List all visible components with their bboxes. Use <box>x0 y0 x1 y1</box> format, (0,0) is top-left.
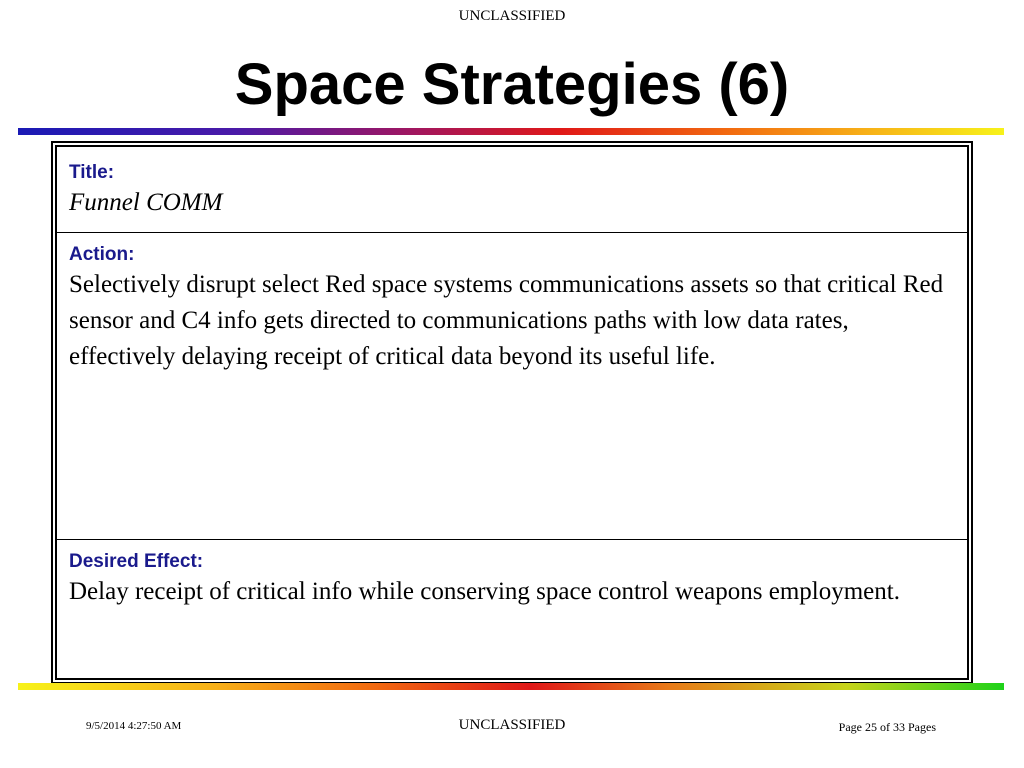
desired-effect-cell <box>57 540 967 678</box>
strategy-table <box>51 141 973 684</box>
action-value: Selectively disrupt select Red space systems communications assets so that critical Red sensor and C4 info gets directed to communications paths with low data rates, effectively delaying receipt of critical data beyond its useful life. <box>69 271 944 370</box>
action-label: Action: <box>69 244 135 265</box>
title-value: Funnel COMM <box>69 189 223 216</box>
gradient-divider-top <box>18 128 1004 135</box>
title-cell <box>57 147 967 233</box>
action-cell <box>57 233 967 540</box>
desired-effect-label: Desired Effect: <box>69 551 204 572</box>
title-label: Title: <box>69 162 115 183</box>
page-number: Page 25 of 33 Pages <box>838 720 936 734</box>
slide-title: Space Strategies (6) <box>234 52 790 117</box>
footer-date: 9/5/2014 4:27:50 AM <box>86 720 182 732</box>
classification-banner-bottom: UNCLASSIFIED <box>458 717 566 733</box>
desired-effect-value: Delay receipt of critical info while conserving space control weapons employment. <box>69 578 900 605</box>
classification-banner-top: UNCLASSIFIED <box>458 8 566 24</box>
gradient-divider-bottom <box>18 683 1004 690</box>
